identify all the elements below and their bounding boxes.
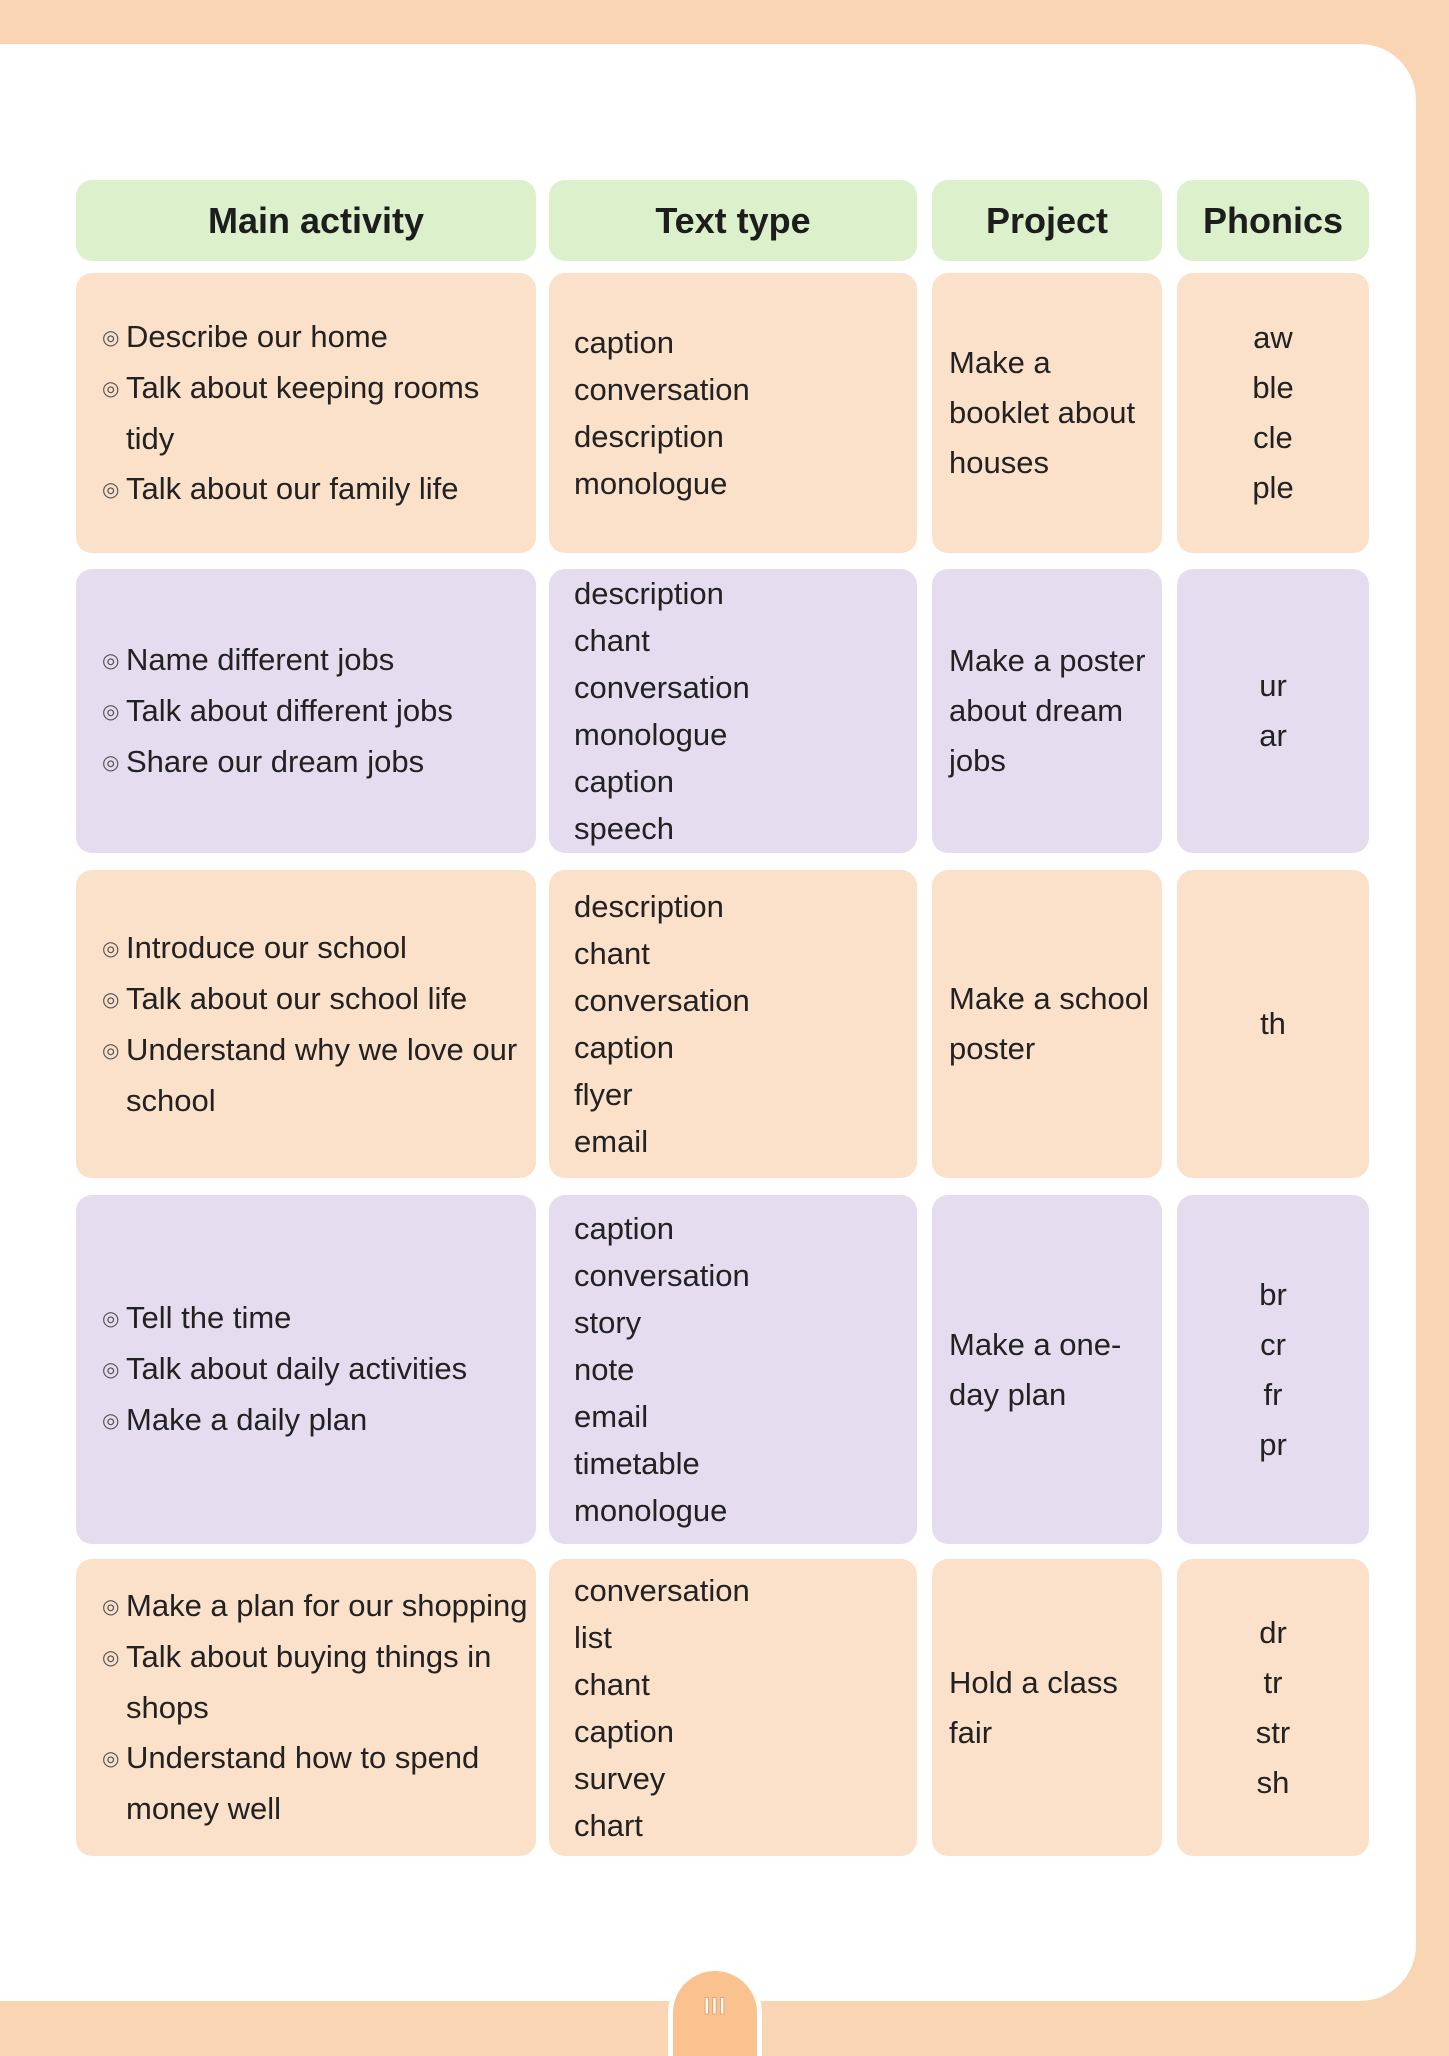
text-type-item: monologue — [574, 466, 728, 501]
phonics-item: aw — [1253, 320, 1293, 355]
text-type-item: flyer — [574, 1077, 633, 1112]
activity-text: Talk about buying things in shops — [126, 1639, 492, 1725]
project-cell — [932, 569, 1162, 853]
phonics-item: dr — [1259, 1614, 1287, 1650]
text-type-item: chant — [574, 1666, 650, 1702]
activity-text: Understand why we love our school — [126, 1031, 518, 1118]
project-text: Make a one-day plan — [949, 1326, 1122, 1412]
phonics-item: fr — [1263, 1376, 1283, 1412]
project-text: Make a school poster — [949, 981, 1149, 1066]
main-activity-cell — [76, 1195, 536, 1544]
activity-item — [102, 1344, 530, 1395]
activity-item — [102, 1632, 530, 1733]
phonics-cell — [1177, 870, 1369, 1178]
activity-item — [102, 312, 530, 363]
project-text: Make a booklet about houses — [949, 345, 1136, 480]
text-type-item: survey — [574, 1760, 666, 1796]
text-type-item: list — [574, 1619, 612, 1655]
text-type-item: note — [574, 1352, 635, 1387]
phonics-item: ar — [1259, 718, 1287, 753]
bullet-icon: ◎ — [102, 1359, 120, 1381]
bullet-icon: ◎ — [102, 1748, 120, 1770]
activity-item — [102, 923, 530, 974]
phonics-cell — [1177, 273, 1369, 553]
text-type-item: caption — [574, 764, 674, 799]
phonics-cell — [1177, 569, 1369, 853]
bullet-icon: ◎ — [102, 988, 120, 1011]
text-type-item: speech — [574, 811, 674, 846]
text-type-item: chant — [574, 936, 650, 971]
activity-item — [102, 1025, 530, 1126]
header-text-type: Text type — [549, 180, 917, 261]
main-activity-cell — [76, 569, 536, 853]
activity-item — [102, 1581, 530, 1632]
bullet-icon: ◎ — [102, 1410, 120, 1432]
text-type-cell — [549, 273, 917, 553]
phonics-item: br — [1259, 1276, 1287, 1312]
bullet-icon: ◎ — [102, 478, 120, 501]
phonics-item: pr — [1259, 1426, 1287, 1462]
text-type-item: conversation — [574, 983, 750, 1018]
activity-item — [102, 974, 530, 1025]
text-type-item: chant — [574, 623, 650, 658]
activity-text: Talk about daily activities — [126, 1351, 468, 1386]
text-type-item: email — [574, 1124, 649, 1159]
phonics-item: sh — [1256, 1764, 1290, 1800]
text-type-item: conversation — [574, 1258, 750, 1293]
text-type-cell — [549, 1559, 917, 1856]
bullet-icon: ◎ — [102, 326, 120, 349]
phonics-item: cr — [1260, 1326, 1286, 1362]
text-type-cell — [549, 870, 917, 1178]
activity-text: Share our dream jobs — [126, 743, 425, 779]
text-type-item: description — [574, 576, 724, 611]
text-type-cell — [549, 1195, 917, 1544]
text-type-item: story — [574, 1305, 642, 1340]
activity-item — [102, 363, 530, 464]
activity-text: Make a plan for our shopping — [126, 1588, 528, 1623]
activity-text: Introduce our school — [126, 929, 407, 965]
activity-item — [102, 635, 530, 686]
text-type-item: caption — [574, 1713, 674, 1749]
activity-item — [102, 1395, 530, 1446]
header-phonics: Phonics — [1177, 180, 1369, 261]
text-type-item: monologue — [574, 717, 728, 752]
page-number-tab — [668, 1966, 762, 2056]
text-type-item: description — [574, 889, 724, 924]
main-activity-cell — [76, 273, 536, 553]
phonics-item: cle — [1253, 420, 1293, 455]
header-project: Project — [932, 180, 1162, 261]
phonics-item: tr — [1263, 1664, 1283, 1700]
bullet-icon: ◎ — [102, 751, 120, 774]
bullet-icon: ◎ — [102, 1308, 120, 1330]
bullet-icon: ◎ — [102, 649, 120, 672]
phonics-item: ple — [1252, 470, 1294, 505]
activity-text: Name different jobs — [126, 641, 395, 677]
text-type-cell — [549, 569, 917, 853]
text-type-item: description — [574, 419, 724, 454]
activity-item — [102, 737, 530, 788]
text-type-item: monologue — [574, 1493, 728, 1528]
bullet-icon: ◎ — [102, 1596, 120, 1618]
bullet-icon: ◎ — [102, 377, 120, 400]
project-cell — [932, 273, 1162, 553]
activity-item — [102, 1293, 530, 1344]
activity-item — [102, 1733, 530, 1834]
text-type-item: conversation — [574, 1572, 750, 1608]
text-type-item: timetable — [574, 1446, 700, 1481]
activity-text: Tell the time — [126, 1300, 292, 1335]
text-type-item: caption — [574, 1211, 674, 1246]
activity-text: Talk about keeping rooms tidy — [126, 369, 480, 456]
activity-text: Talk about our school life — [126, 980, 468, 1016]
bullet-icon: ◎ — [102, 937, 120, 960]
activity-text: Make a daily plan — [126, 1402, 368, 1437]
text-type-item: email — [574, 1399, 649, 1434]
bullet-icon: ◎ — [102, 1039, 120, 1062]
project-cell — [932, 1195, 1162, 1544]
activity-item — [102, 686, 530, 737]
activity-text: Talk about our family life — [126, 470, 459, 506]
page-number: III — [703, 1993, 727, 2020]
main-activity-cell — [76, 870, 536, 1178]
activity-text: Talk about different jobs — [126, 692, 453, 728]
activity-text: Describe our home — [126, 318, 388, 354]
phonics-item: str — [1255, 1714, 1291, 1750]
text-type-item: chart — [574, 1807, 643, 1843]
text-type-item: caption — [574, 325, 674, 360]
activity-item — [102, 464, 530, 515]
activity-text: Understand how to spend money well — [126, 1740, 480, 1826]
project-cell — [932, 870, 1162, 1178]
phonics-item: th — [1260, 1006, 1286, 1041]
project-cell — [932, 1559, 1162, 1856]
project-text: Hold a class fair — [949, 1664, 1118, 1750]
header-main-activity: Main activity — [76, 180, 536, 261]
project-text: Make a poster about dream jobs — [949, 643, 1146, 778]
text-type-item: conversation — [574, 670, 750, 705]
text-type-item: conversation — [574, 372, 750, 407]
bullet-icon: ◎ — [102, 700, 120, 723]
phonics-cell — [1177, 1195, 1369, 1544]
bullet-icon: ◎ — [102, 1647, 120, 1669]
main-activity-cell — [76, 1559, 536, 1856]
phonics-item: ur — [1259, 668, 1287, 703]
text-type-item: caption — [574, 1030, 674, 1065]
phonics-item: ble — [1252, 370, 1294, 405]
phonics-cell — [1177, 1559, 1369, 1856]
